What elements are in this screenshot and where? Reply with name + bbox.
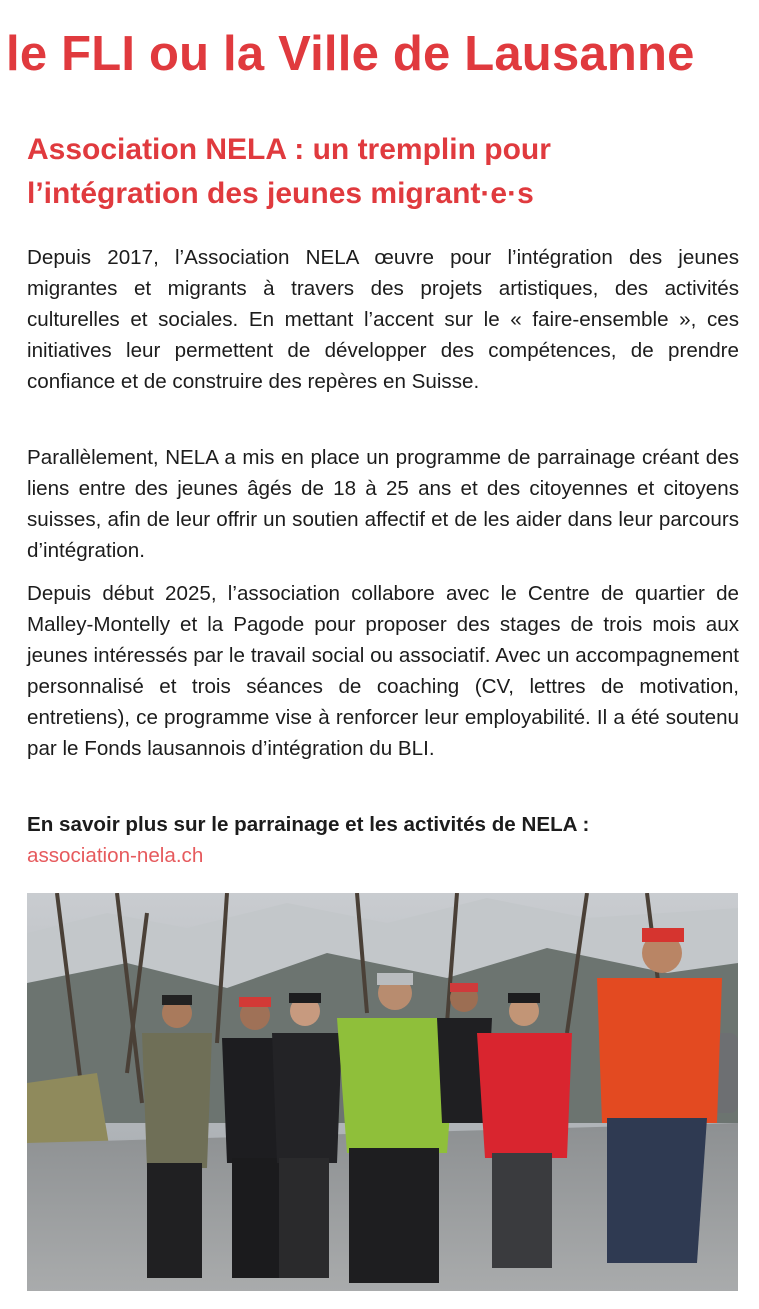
article-title-line-2: l’intégration des jeunes migrant·e·s — [27, 177, 534, 210]
group-hiking-photo — [27, 893, 738, 1291]
article-title — [27, 128, 727, 216]
association-website-link[interactable]: association-nela.ch — [27, 844, 204, 867]
page-title: le FLI ou la Ville de Lausanne — [6, 27, 695, 81]
paragraph-sponsorship: Parallèlement, NELA a mis en place un programme de parrainage créant des liens entre des jeunes âgés de 18 à 25 ans et des citoyennes et citoyens suisses, afin de leur offrir un soutien affectif et de les aider dans leur parcours d’intégration. — [27, 446, 739, 562]
learn-more-label: En savoir plus sur le parrainage et les activités de NELA : — [27, 813, 590, 836]
article-title-line-1: Association NELA : un tremplin pour — [27, 133, 551, 166]
paragraph-internships: Depuis début 2025, l’association collabore avec le Centre de quartier de Malley-Montelly et la Pagode pour proposer des stages de trois mois aux jeunes intéressés par le travail social ou associatif. Avec un accompagnement personnalisé et trois séances de coaching (CV, lettres de motivation, entretiens), ce programme vise à renforcer leur employabilité. Il a été soutenu par le Fonds lausannois d’intégration du BLI. — [27, 582, 739, 760]
paragraph-intro: Depuis 2017, l’Association NELA œuvre pour l’intégration des jeunes migrantes et migrants à travers des projets artistiques, des activités culturelles et sociales. En mettant l’accent sur le « faire-ensemble », ces initiatives leur permettent de développer des compétences, de prendre confiance et de construire des repères en Suisse. — [27, 246, 739, 393]
